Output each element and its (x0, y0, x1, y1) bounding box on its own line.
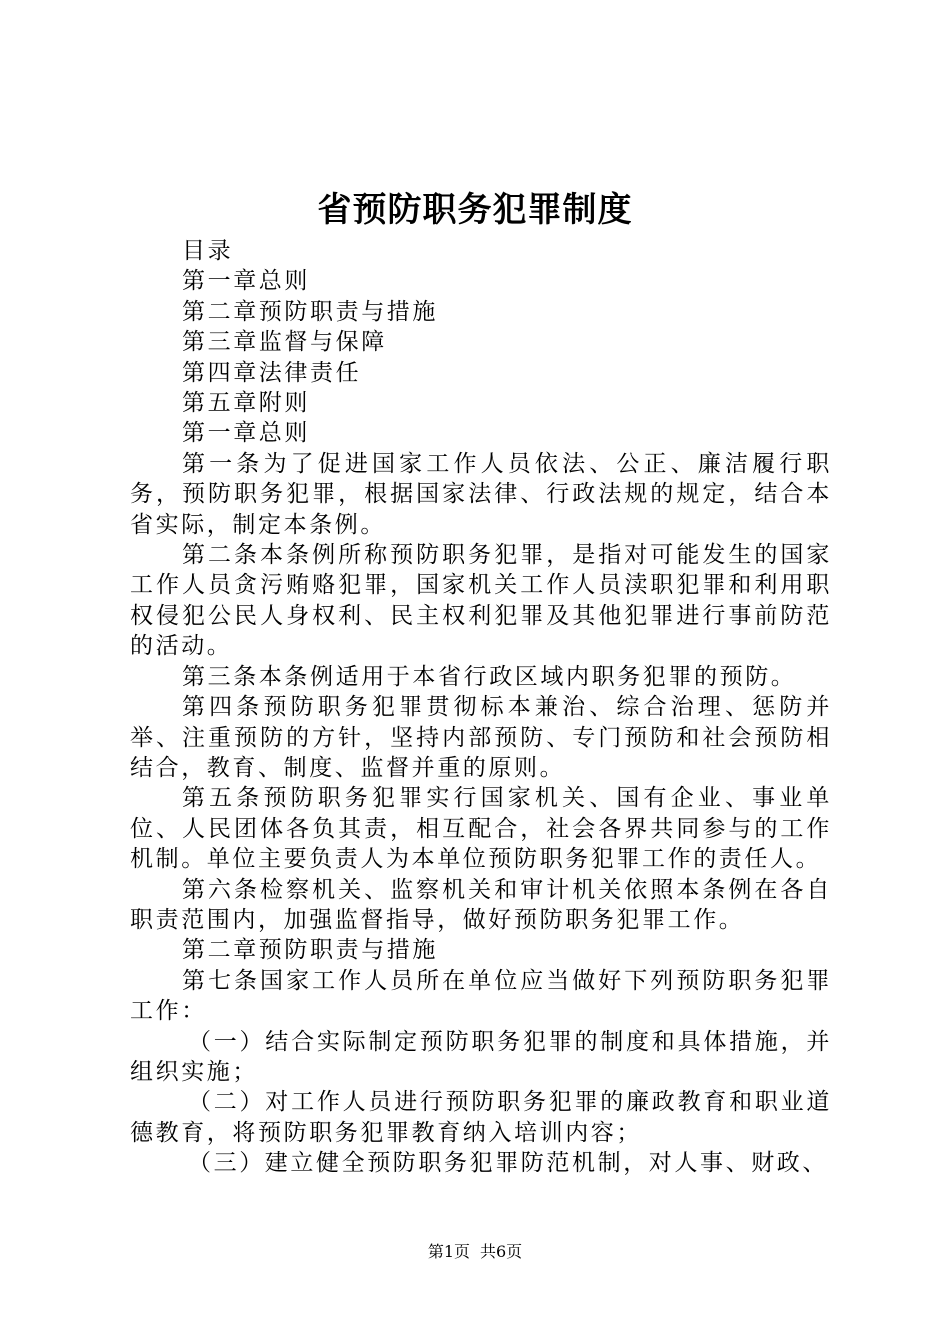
toc-heading: 目录 (182, 238, 234, 264)
article-paragraph: 第六条检察机关、监察机关和审计机关依照本条例在各自职责范围内，加强监督指导，做好预防职务犯罪工作。 (130, 876, 832, 933)
chapter-heading: 第一章总则 (182, 420, 310, 447)
page-number-current: 第1页 (427, 1242, 470, 1261)
chapter-heading: 第二章预防职责与措施 (182, 937, 438, 964)
article-paragraph: 第四条预防职务犯罪贯彻标本兼治、综合治理、惩防并举、注重预防的方针，坚持内部预防、专门预防和社会预防相结合，教育、制度、监督并重的原则。 (130, 694, 832, 781)
toc-item-chapter-4: 第四章法律责任 (182, 359, 362, 386)
enumerated-item: （一）结合实际制定预防职务犯罪的制度和具体措施，并组织实施； (130, 1028, 832, 1085)
page-number-total: 共6页 (480, 1242, 523, 1261)
article-paragraph: 第七条国家工作人员所在单位应当做好下列预防职务犯罪工作： (130, 967, 832, 1025)
article-paragraph: 第一条为了促进国家工作人员依法、公正、廉洁履行职务，预防职务犯罪，根据国家法律、行政法规的规定，结合本省实际，制定本条例。 (130, 450, 832, 538)
toc-item-chapter-2: 第二章预防职责与措施 (182, 298, 438, 325)
toc-item-chapter-3: 第三章监督与保障 (182, 329, 387, 356)
enumerated-item: （三）建立健全预防职务犯罪防范机制，对人事、财政、 (188, 1150, 828, 1177)
enumerated-item: （二）对工作人员进行预防职务犯罪的廉政教育和职业道德教育，将预防职务犯罪教育纳入培训内容； (130, 1089, 832, 1146)
article-paragraph: 第五条预防职务犯罪实行国家机关、国有企业、事业单位、人民团体各负其责，相互配合，社会各界共同参与的工作机制。单位主要负责人为本单位预防职务犯罪工作的责任人。 (130, 785, 832, 873)
article-paragraph: 第二条本条例所称预防职务犯罪，是指对可能发生的国家工作人员贪污贿赂犯罪，国家机关工作人员渎职犯罪和利用职权侵犯公民人身权利、民主权利犯罪及其他犯罪进行事前防范的活动。 (130, 542, 832, 660)
article-paragraph: 第三条本条例适用于本省行政区域内职务犯罪的预防。 (182, 663, 797, 690)
document-body (130, 236, 832, 1179)
toc-item-chapter-5: 第五章附则 (182, 390, 310, 417)
page-footer (0, 1240, 950, 1264)
document-title: 省预防职务犯罪制度 (317, 190, 633, 230)
toc-item-chapter-1: 第一章总则 (182, 268, 310, 295)
